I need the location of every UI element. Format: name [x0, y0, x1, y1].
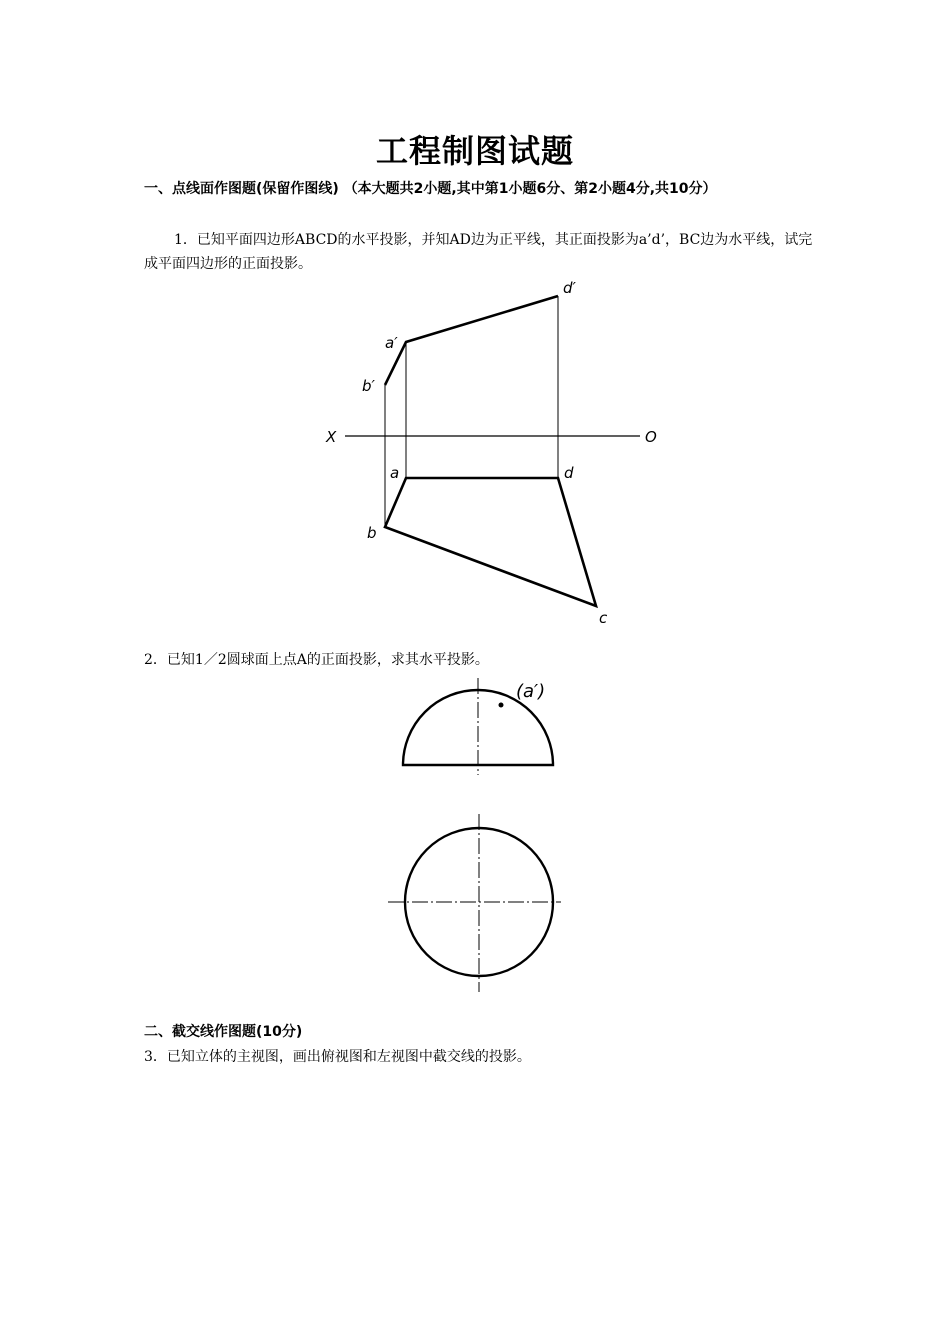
figure-2-hemisphere-top-view	[388, 814, 561, 992]
label-d-prime: d′	[563, 279, 576, 297]
figure-2-hemisphere-front-view	[403, 678, 553, 775]
question-1-text: 1．已知平面四边形ABCD的水平投影，并知AD边为正平线，其正面投影为a’d’，BC边为水平线，试完成平面四边形的正面投影。	[144, 232, 813, 272]
label-a: a	[390, 464, 400, 482]
label-d: d	[564, 464, 574, 482]
point-a-prime-marker	[499, 703, 504, 708]
label-x: X	[326, 428, 337, 446]
label-a-prime: a′	[385, 334, 398, 352]
label-b-prime: b′	[362, 377, 375, 395]
section-2-heading: 二、截交线作图题(10分)	[144, 1024, 303, 1040]
page-title: 工程制图试题	[375, 132, 574, 170]
question-3-text: 3．已知立体的主视图，画出俯视图和左视图中截交线的投影。	[144, 1049, 531, 1065]
figure-1-quadrilateral	[325, 279, 657, 627]
label-c: c	[599, 609, 608, 627]
label-b: b	[367, 524, 377, 542]
section-1-heading: 一、点线面作图题(保留作图线) （本大题共2小题,其中第1小题6分、第2小题4分,共10分）	[144, 181, 717, 197]
label-a-prime-hidden: (a′)	[516, 681, 546, 702]
horizontal-projection-abcd	[385, 478, 596, 606]
question-2-text: 2．已知1／2圆球面上点A的正面投影，求其水平投影。	[144, 652, 489, 668]
front-projection-edges	[385, 296, 558, 385]
label-o: O	[645, 428, 657, 446]
